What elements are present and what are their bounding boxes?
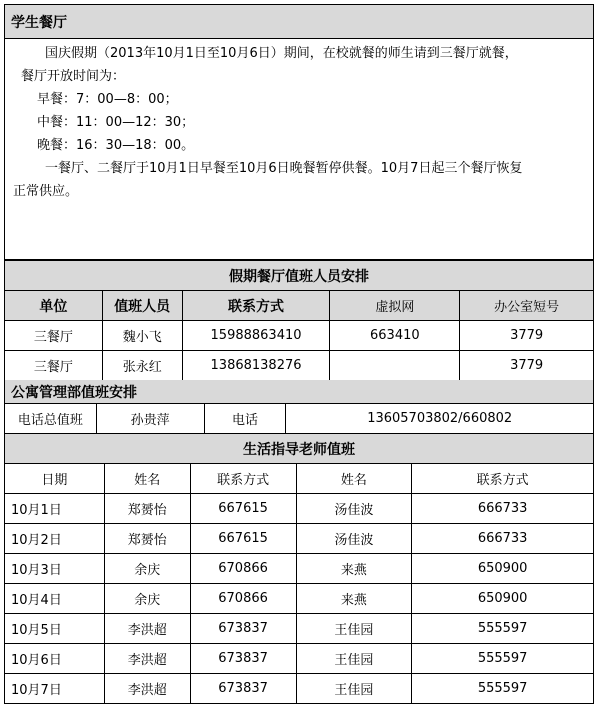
cell-name: 李洪超	[104, 674, 190, 704]
cell-name: 来燕	[296, 554, 412, 584]
cell-person: 魏小飞	[102, 321, 182, 351]
table-row	[5, 351, 594, 381]
cell-unit: 三餐厅	[5, 321, 103, 351]
cell-unit: 三餐厅	[5, 351, 103, 381]
notice-line: 晚餐：16：30—18：00。	[37, 138, 195, 153]
cell-date: 10月4日	[5, 584, 105, 614]
cell-name: 王佳园	[296, 644, 412, 674]
col-header: 日期	[5, 464, 105, 494]
col-header: 姓名	[104, 464, 190, 494]
cell-phone: 650900	[412, 554, 594, 584]
cell-date: 10月3日	[5, 554, 105, 584]
section-title-text: 学生餐厅	[11, 14, 67, 31]
table-row	[5, 524, 594, 554]
cell-phone: 13868138276	[182, 351, 330, 381]
life-teacher-title: 生活指导老师值班	[5, 434, 594, 464]
table-row	[5, 674, 594, 704]
cell-phone: 555597	[412, 644, 594, 674]
cell-phone: 667615	[190, 494, 296, 524]
duty-person: 孙贵萍	[96, 404, 204, 434]
cell-name: 郑赟怡	[104, 494, 190, 524]
duty-label: 电话总值班	[5, 404, 97, 434]
cell-person: 张永红	[102, 351, 182, 381]
col-header: 联系方式	[190, 464, 296, 494]
cell-name: 李洪超	[104, 614, 190, 644]
cell-phone: 650900	[412, 584, 594, 614]
canteen-duty-title: 假期餐厅值班人员安排	[5, 261, 594, 291]
col-header: 办公室短号	[460, 291, 594, 321]
cell-phone: 666733	[412, 494, 594, 524]
apartment-duty-table	[4, 403, 594, 434]
col-header: 姓名	[296, 464, 412, 494]
notice-line: 中餐：11：00—12：30；	[37, 115, 195, 130]
cell-name: 余庆	[104, 554, 190, 584]
life-teacher-table	[4, 433, 594, 704]
cell-name: 李洪超	[104, 644, 190, 674]
cell-date: 10月1日	[5, 494, 105, 524]
apartment-duty-title-text: 公寓管理部值班安排	[11, 384, 137, 401]
cell-phone: 667615	[190, 524, 296, 554]
canteen-duty-table	[4, 260, 594, 381]
cell-name: 郑赟怡	[104, 524, 190, 554]
section-title	[4, 4, 594, 39]
table-row	[5, 494, 594, 524]
apartment-duty-title	[4, 380, 594, 404]
cell-phone: 666733	[412, 524, 594, 554]
cell-phone: 673837	[190, 674, 296, 704]
cell-virtual	[330, 351, 460, 381]
notice-line: 餐厅开放时间为：	[21, 69, 126, 84]
col-header: 联系方式	[412, 464, 594, 494]
cell-name: 汤佳波	[296, 524, 412, 554]
cell-date: 10月2日	[5, 524, 105, 554]
col-header: 虚拟网	[330, 291, 460, 321]
cell-phone: 673837	[190, 614, 296, 644]
notice-block	[4, 38, 594, 260]
table-row	[5, 614, 594, 644]
duty-phone: 13605703802/660802	[286, 404, 594, 434]
table-row	[5, 554, 594, 584]
cell-name: 王佳园	[296, 674, 412, 704]
cell-name: 来燕	[296, 584, 412, 614]
col-header: 联系方式	[182, 291, 330, 321]
cell-date: 10月7日	[5, 674, 105, 704]
cell-phone: 670866	[190, 554, 296, 584]
cell-phone: 673837	[190, 644, 296, 674]
cell-name: 余庆	[104, 584, 190, 614]
cell-office: 3779	[460, 321, 594, 351]
cell-phone: 555597	[412, 614, 594, 644]
cell-phone: 555597	[412, 674, 594, 704]
cell-date: 10月6日	[5, 644, 105, 674]
notice-line: 国庆假期（2013年10月1日至10月6日）期间，在校就餐的师生请到三餐厅就餐，	[45, 46, 518, 61]
notice-line: 一餐厅、二餐厅于10月1日早餐至10月6日晚餐暂停供餐。10月7日起三个餐厅恢复	[45, 161, 523, 176]
cell-name: 王佳园	[296, 614, 412, 644]
table-row	[5, 321, 594, 351]
notice-line: 正常供应。	[13, 184, 79, 199]
cell-date: 10月5日	[5, 614, 105, 644]
table-row	[5, 584, 594, 614]
cell-name: 汤佳波	[296, 494, 412, 524]
table-row	[5, 644, 594, 674]
cell-office: 3779	[460, 351, 594, 381]
cell-virtual: 663410	[330, 321, 460, 351]
cell-phone: 670866	[190, 584, 296, 614]
notice-line: 早餐：7：00—8：00；	[37, 92, 178, 107]
col-header: 值班人员	[102, 291, 182, 321]
phone-label: 电话	[204, 404, 286, 434]
col-header: 单位	[5, 291, 103, 321]
cell-phone: 15988863410	[182, 321, 330, 351]
